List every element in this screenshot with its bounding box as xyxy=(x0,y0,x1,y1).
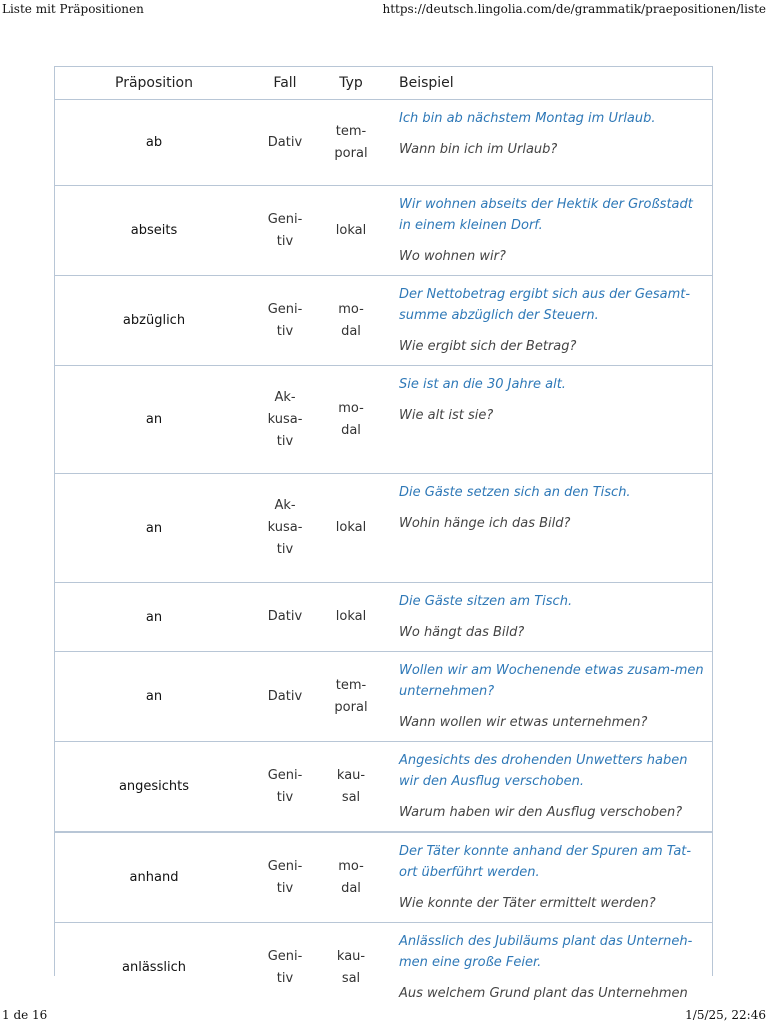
table-row xyxy=(55,474,712,583)
example-sentence: Anlässlich des Jubiläums plant das Unterneh-men eine große Feier. xyxy=(399,934,693,970)
print-datetime: 1/5/25, 22:46 xyxy=(685,1008,766,1022)
example-cell xyxy=(385,276,712,366)
prepositions-table xyxy=(55,67,712,1013)
example-sentence: Die Gäste sitzen am Tisch. xyxy=(399,594,573,609)
type-text: kau- xyxy=(336,767,366,783)
case-text: tiv xyxy=(276,433,294,449)
example-question: Wohin hänge ich das Bild? xyxy=(399,516,571,531)
type-text: mo- xyxy=(338,858,364,874)
case-text: Geni- xyxy=(267,767,303,783)
example-sentence: Angesichts des drohenden Unwetters haben wir den Ausflug verschoben. xyxy=(399,753,688,789)
table-row xyxy=(55,583,712,652)
type-text: lokal xyxy=(335,222,367,238)
example-question: Wo hängt das Bild? xyxy=(399,625,525,640)
preposition-cell: angesichts xyxy=(118,779,190,794)
column-header-typ: Typ xyxy=(317,67,385,100)
type-cell xyxy=(317,923,385,1013)
type-cell xyxy=(317,583,385,652)
table-body xyxy=(55,100,712,1013)
table-row xyxy=(55,742,712,833)
table-header-row xyxy=(55,67,712,100)
case-cell xyxy=(253,583,317,652)
example-question: Warum haben wir den Ausflug verschoben? xyxy=(399,805,683,820)
example-sentence: Die Gäste setzen sich an den Tisch. xyxy=(399,485,631,500)
column-header-beispiel: Beispiel xyxy=(385,67,712,100)
case-text: Dativ xyxy=(267,688,303,704)
type-text: dal xyxy=(341,323,361,339)
preposition-cell: anlässlich xyxy=(122,960,186,976)
preposition-cell: ab xyxy=(145,135,163,150)
example-sentence: Der Nettobetrag ergibt sich aus der Gesamt-summe abzüglich der Steuern. xyxy=(399,287,691,323)
case-cell xyxy=(253,474,317,583)
type-text: poral xyxy=(334,145,368,161)
table-row xyxy=(55,276,712,366)
case-text: tiv xyxy=(276,789,294,805)
type-text: mo- xyxy=(338,301,364,317)
page-url[interactable]: https://deutsch.lingolia.com/de/grammatik/praepositionen/liste xyxy=(382,2,766,16)
case-text: tiv xyxy=(276,233,294,249)
example-cell xyxy=(385,474,712,583)
case-text: Geni- xyxy=(267,858,303,874)
example-question: Wie ergibt sich der Betrag? xyxy=(399,339,577,354)
case-text: Geni- xyxy=(267,211,303,227)
example-sentence: Wir wohnen abseits der Hektik der Großstadt in einem kleinen Dorf. xyxy=(399,197,693,233)
preposition-cell: an xyxy=(145,609,163,625)
type-cell xyxy=(317,100,385,186)
case-cell xyxy=(253,923,317,1013)
type-text: sal xyxy=(341,970,361,986)
example-cell xyxy=(385,100,712,186)
preposition-cell: abzüglich xyxy=(122,313,186,328)
type-cell xyxy=(317,742,385,833)
type-text: kau- xyxy=(336,948,366,964)
example-cell xyxy=(385,832,712,923)
table-row xyxy=(55,652,712,742)
type-cell xyxy=(317,366,385,474)
case-text: tiv xyxy=(276,542,294,557)
example-question: Aus welchem Grund plant das Unternehmen xyxy=(399,986,688,1001)
type-cell xyxy=(317,474,385,583)
table-row xyxy=(55,923,712,1013)
case-cell xyxy=(253,276,317,366)
example-cell xyxy=(385,186,712,276)
case-text: Geni- xyxy=(267,301,303,317)
type-text: dal xyxy=(341,422,361,438)
example-question: Wann bin ich im Urlaub? xyxy=(399,142,558,157)
example-question: Wie alt ist sie? xyxy=(399,408,494,423)
preposition-cell: an xyxy=(145,520,163,536)
type-cell xyxy=(317,832,385,923)
type-text: tem- xyxy=(335,677,367,693)
case-cell xyxy=(253,742,317,833)
example-question: Wie konnte der Täter ermittelt werden? xyxy=(399,896,656,911)
type-text: mo- xyxy=(338,400,364,416)
case-text: tiv xyxy=(276,880,294,896)
example-question: Wann wollen wir etwas unternehmen? xyxy=(399,715,648,730)
case-text: Dativ xyxy=(267,134,303,150)
example-sentence: Ich bin ab nächstem Montag im Urlaub. xyxy=(399,111,656,126)
type-cell xyxy=(317,276,385,366)
case-text: kusa- xyxy=(267,411,303,427)
example-cell xyxy=(385,583,712,652)
table-row xyxy=(55,186,712,276)
table-row xyxy=(55,100,712,186)
table-row xyxy=(55,366,712,474)
case-text: tiv xyxy=(276,323,294,339)
type-text: lokal xyxy=(335,609,367,624)
case-cell xyxy=(253,366,317,474)
case-text: kusa- xyxy=(267,520,303,535)
example-cell xyxy=(385,923,712,1013)
preposition-cell: an xyxy=(145,412,163,427)
prepositions-table-container xyxy=(54,66,713,1001)
preposition-cell: anhand xyxy=(129,870,179,885)
type-text: sal xyxy=(341,789,361,805)
preposition-cell: abseits xyxy=(130,223,178,238)
case-text: tiv xyxy=(276,970,294,986)
page-title: Liste mit Präpositionen xyxy=(2,2,144,16)
case-cell xyxy=(253,652,317,742)
case-cell xyxy=(253,186,317,276)
preposition-cell: an xyxy=(145,689,163,704)
print-header xyxy=(0,2,768,16)
example-sentence: Sie ist an die 30 Jahre alt. xyxy=(399,377,566,392)
table-row xyxy=(55,832,712,923)
example-cell xyxy=(385,652,712,742)
type-text: lokal xyxy=(335,520,367,535)
case-cell xyxy=(253,100,317,186)
page-number: 1 de 16 xyxy=(2,1008,48,1022)
type-text: tem- xyxy=(335,123,367,139)
type-text: dal xyxy=(341,880,361,896)
column-header-fall: Fall xyxy=(253,67,317,100)
type-cell xyxy=(317,652,385,742)
case-text: Dativ xyxy=(267,609,303,624)
type-cell xyxy=(317,186,385,276)
case-text: Ak- xyxy=(274,498,296,513)
example-cell xyxy=(385,366,712,474)
example-sentence: Der Täter konnte anhand der Spuren am Tat-ort überführt werden. xyxy=(399,844,692,880)
example-cell xyxy=(385,742,712,833)
case-cell xyxy=(253,832,317,923)
case-text: Geni- xyxy=(267,948,303,964)
case-text: Ak- xyxy=(274,389,296,405)
example-question: Wo wohnen wir? xyxy=(399,249,506,264)
column-header-praeposition: Präposition xyxy=(55,67,253,100)
example-sentence: Wollen wir am Wochenende etwas zusam-men unternehmen? xyxy=(399,663,704,699)
print-footer xyxy=(0,1008,768,1022)
type-text: poral xyxy=(334,699,368,715)
